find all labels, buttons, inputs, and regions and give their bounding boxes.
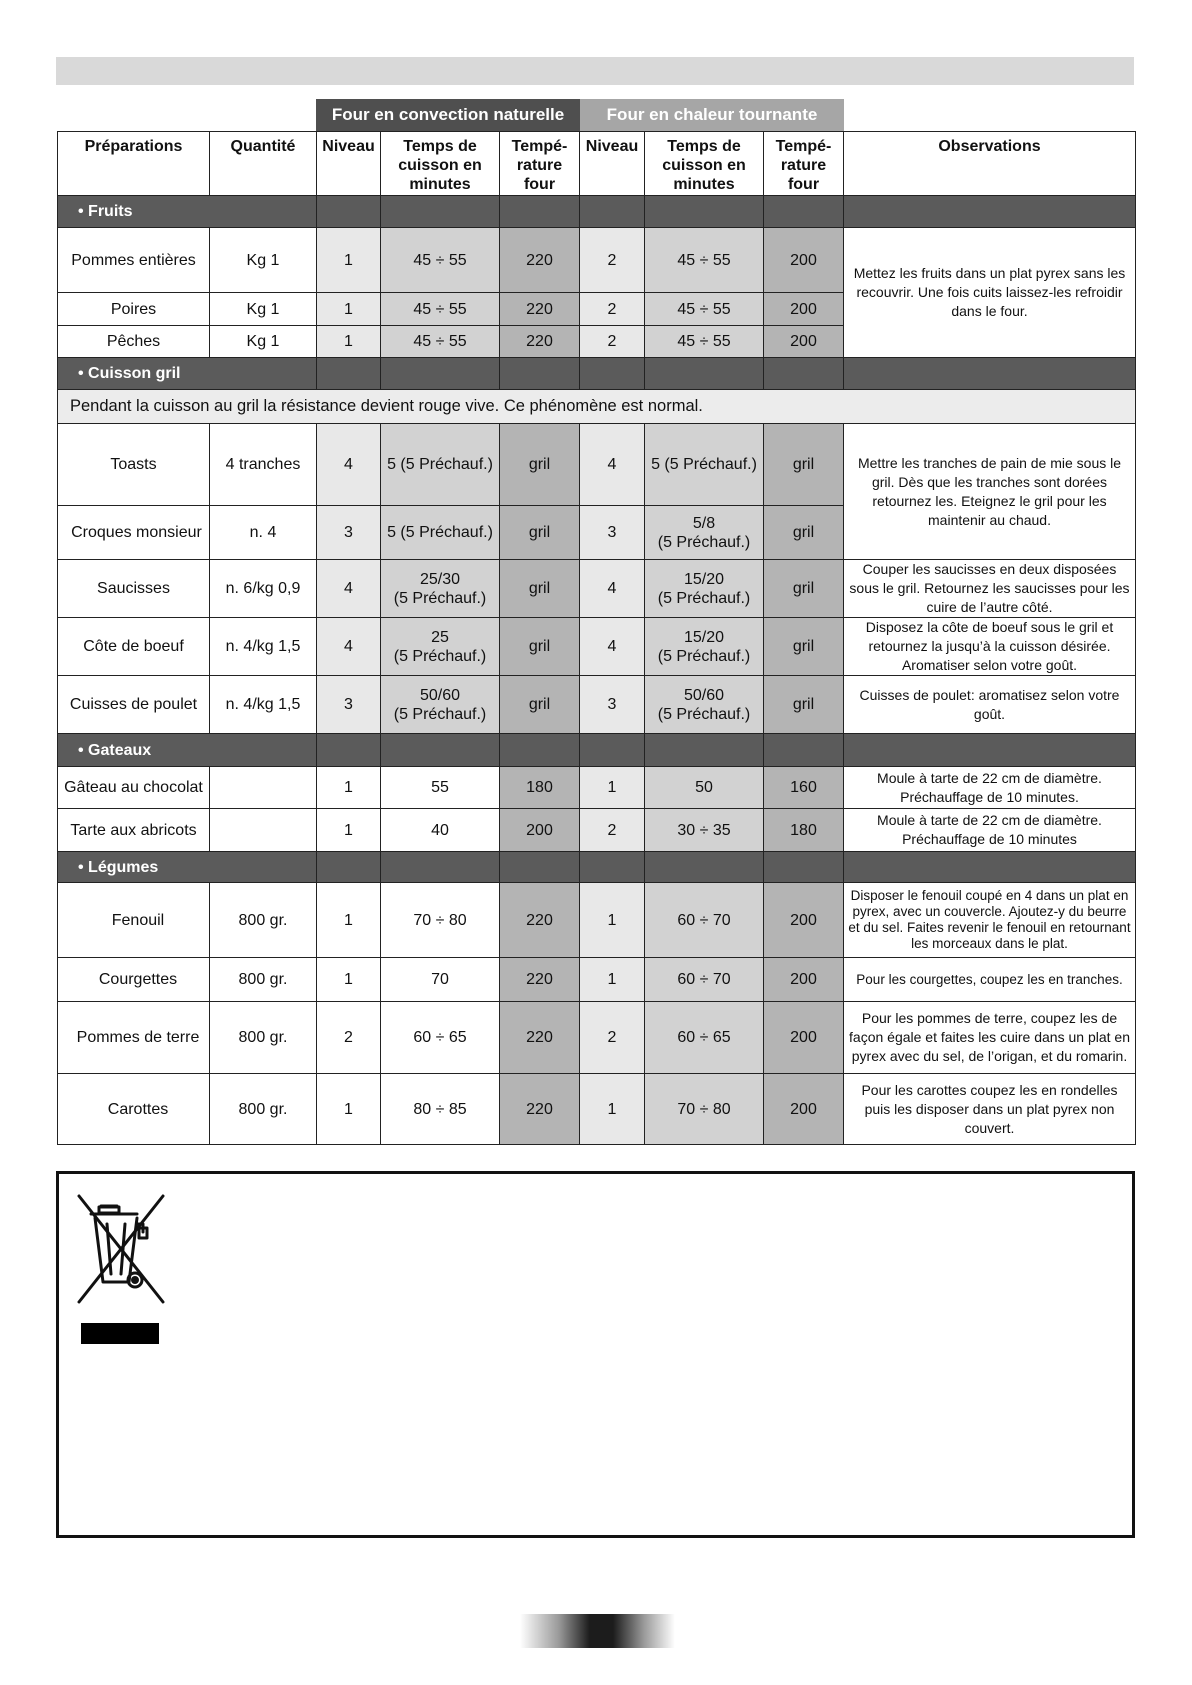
cell-temps <box>381 560 500 618</box>
temps-line: (5 Préchauf.) <box>657 647 751 665</box>
cell-niveau: 2 <box>580 1002 645 1074</box>
cell-qty: 800 gr. <box>210 883 317 958</box>
cell-temp: 200 <box>764 293 844 326</box>
header-temperature-2: Tempé- rature four <box>764 132 844 196</box>
cell-temps: 40 <box>381 809 500 852</box>
cell-qty: 800 gr. <box>210 1074 317 1145</box>
obs-carottes: Pour les carottes coupez les en rondelles puis les disposer dans un plat pyrex non couvert. <box>844 1074 1136 1145</box>
cell-qty: Kg 1 <box>210 326 317 358</box>
section-legumes: • Légumes <box>58 852 317 883</box>
cell-niveau: 1 <box>580 883 645 958</box>
temps-line: (5 Préchauf.) <box>657 589 751 607</box>
cell-temp: gril <box>500 618 580 676</box>
temps-line: 25 <box>431 628 449 646</box>
header-niveau-2: Niveau <box>580 132 645 196</box>
header-temperature-1: Tempé- rature four <box>500 132 580 196</box>
obs-poulet: Cuisses de poulet: aromatisez selon votre goût. <box>844 676 1136 734</box>
cell-temp: gril <box>500 424 580 506</box>
cell-niveau: 3 <box>317 506 381 560</box>
cell-niveau: 2 <box>317 1002 381 1074</box>
cell-qty: 4 tranches <box>210 424 317 506</box>
cell-temps: 70 <box>381 958 500 1002</box>
temps-line: (5 Préchauf.) <box>393 705 487 723</box>
cell-temps: 45 ÷ 55 <box>645 228 764 293</box>
cell-temps: 60 ÷ 65 <box>645 1002 764 1074</box>
header-quantite: Quantité <box>210 132 317 196</box>
cell-qty: n. 4/kg 1,5 <box>210 676 317 734</box>
cell-temp: 180 <box>500 767 580 809</box>
cell-prep: Croques monsieur <box>58 506 210 560</box>
crossed-bin-icon <box>73 1194 169 1306</box>
table-row <box>58 676 1136 734</box>
cell-temps <box>381 618 500 676</box>
cell-prep: Fenouil <box>58 883 210 958</box>
cell-temp: 220 <box>500 326 580 358</box>
cell-temps: 60 ÷ 70 <box>645 958 764 1002</box>
section-row <box>58 734 1136 767</box>
cell-niveau: 2 <box>580 326 645 358</box>
cell-niveau: 1 <box>317 958 381 1002</box>
table-row <box>58 767 1136 809</box>
cell-niveau: 2 <box>580 809 645 852</box>
cell-niveau: 3 <box>580 506 645 560</box>
section-row <box>58 196 1136 228</box>
gril-note: Pendant la cuisson au gril la résistance devient rouge vive. Ce phénomène est normal. <box>58 390 1136 424</box>
header-row <box>58 132 1136 196</box>
section-gateaux: • Gateaux <box>58 734 317 767</box>
cell-niveau: 4 <box>317 560 381 618</box>
obs-tarte: Moule à tarte de 22 cm de diamètre. Préchauffage de 10 minutes <box>844 809 1136 852</box>
cell-temps <box>645 506 764 560</box>
cell-prep: Saucisses <box>58 560 210 618</box>
header-niveau-1: Niveau <box>317 132 381 196</box>
cell-niveau: 2 <box>580 293 645 326</box>
cell-temps: 50 <box>645 767 764 809</box>
cell-temp: 220 <box>500 958 580 1002</box>
cell-temps: 5 (5 Préchauf.) <box>381 424 500 506</box>
temps-line: (5 Préchauf.) <box>393 647 487 665</box>
obs-fruits: Mettez les fruits dans un plat pyrex sans les recouvrir. Une fois cuits laissez-les refroidir dans le four. <box>844 228 1136 358</box>
cell-niveau: 1 <box>580 958 645 1002</box>
cell-prep: Pêches <box>58 326 210 358</box>
note-row <box>58 390 1136 424</box>
cell-niveau: 3 <box>317 676 381 734</box>
obs-courgettes: Pour les courgettes, coupez les en tranches. <box>844 958 1136 1002</box>
cell-prep: Tarte aux abricots <box>58 809 210 852</box>
cell-qty: n. 4/kg 1,5 <box>210 618 317 676</box>
cell-temp: gril <box>764 560 844 618</box>
cell-qty: Kg 1 <box>210 228 317 293</box>
table-row <box>58 1002 1136 1074</box>
table-row <box>58 958 1136 1002</box>
temps-line: (5 Préchauf.) <box>657 705 751 723</box>
cell-prep: Gâteau au chocolat <box>58 767 210 809</box>
temps-line: (5 Préchauf.) <box>657 533 751 551</box>
cell-niveau: 1 <box>317 883 381 958</box>
cell-temp: 200 <box>500 809 580 852</box>
cell-prep: Carottes <box>58 1074 210 1145</box>
cell-temps <box>645 560 764 618</box>
black-bar <box>81 1323 159 1344</box>
cell-niveau: 1 <box>317 1074 381 1145</box>
cell-temp: 220 <box>500 1074 580 1145</box>
cell-temps: 60 ÷ 70 <box>645 883 764 958</box>
cell-temp: 160 <box>764 767 844 809</box>
cell-niveau: 4 <box>580 424 645 506</box>
cell-niveau: 1 <box>317 809 381 852</box>
cell-temp: gril <box>500 506 580 560</box>
group-header-fan: Four en chaleur tournante <box>580 99 844 131</box>
temps-line: 25/30 <box>419 570 461 588</box>
group-header-natural: Four en convection naturelle <box>316 99 580 131</box>
cell-temps: 45 ÷ 55 <box>381 228 500 293</box>
temps-line: 15/20 <box>683 628 725 646</box>
obs-boeuf: Disposez la côte de boeuf sous le gril et retournez la jusqu’à la cuisson désirée. Aromatiser selon votre goût. <box>844 618 1136 676</box>
cell-niveau: 4 <box>580 560 645 618</box>
disposal-notice-box <box>56 1171 1135 1538</box>
cell-temps: 5 (5 Préchauf.) <box>381 506 500 560</box>
cell-temps: 45 ÷ 55 <box>645 293 764 326</box>
cell-temp: 200 <box>764 228 844 293</box>
cooking-table <box>57 131 1136 1145</box>
cell-temps: 45 ÷ 55 <box>645 326 764 358</box>
cell-temp: 180 <box>764 809 844 852</box>
cell-temp: gril <box>764 506 844 560</box>
cell-temp: gril <box>500 560 580 618</box>
table-row <box>58 883 1136 958</box>
obs-pommesterre: Pour les pommes de terre, coupez les de façon égale et faites les cuire dans un plat en pyrex avec du sel, de l’origan, et du romarin. <box>844 1002 1136 1074</box>
cell-qty: Kg 1 <box>210 293 317 326</box>
cell-temps: 80 ÷ 85 <box>381 1074 500 1145</box>
header-preparations: Préparations <box>58 132 210 196</box>
cell-temp: 220 <box>500 293 580 326</box>
cell-temp: 220 <box>500 228 580 293</box>
temps-line: 50/60 <box>419 686 461 704</box>
cell-prep: Poires <box>58 293 210 326</box>
cell-prep: Cuisses de poulet <box>58 676 210 734</box>
cell-qty: 800 gr. <box>210 1002 317 1074</box>
cell-niveau: 1 <box>580 1074 645 1145</box>
cell-qty: n. 6/kg 0,9 <box>210 560 317 618</box>
cell-niveau: 3 <box>580 676 645 734</box>
cell-temps: 45 ÷ 55 <box>381 293 500 326</box>
cell-niveau: 1 <box>317 326 381 358</box>
cell-temps: 70 ÷ 80 <box>381 883 500 958</box>
temps-line: 15/20 <box>683 570 725 588</box>
table-row <box>58 809 1136 852</box>
temps-line: (5 Préchauf.) <box>393 589 487 607</box>
table-row <box>58 228 1136 293</box>
cell-temps: 45 ÷ 55 <box>381 326 500 358</box>
cell-niveau: 2 <box>580 228 645 293</box>
cell-qty: 800 gr. <box>210 958 317 1002</box>
cell-temps: 5 (5 Préchauf.) <box>645 424 764 506</box>
cell-temps: 70 ÷ 80 <box>645 1074 764 1145</box>
cell-temp: gril <box>764 424 844 506</box>
cell-prep: Pommes entières <box>58 228 210 293</box>
table-row <box>58 560 1136 618</box>
temps-line: 50/60 <box>683 686 725 704</box>
cell-temps <box>645 618 764 676</box>
table-row <box>58 424 1136 506</box>
header-temps-1: Temps de cuisson en minutes <box>381 132 500 196</box>
cell-temps <box>381 676 500 734</box>
cell-qty: n. 4 <box>210 506 317 560</box>
table-row <box>58 1074 1136 1145</box>
cell-prep: Pommes de terre <box>58 1002 210 1074</box>
cell-niveau: 1 <box>317 228 381 293</box>
cell-niveau: 1 <box>580 767 645 809</box>
cell-temp: 220 <box>500 883 580 958</box>
table-row <box>58 618 1136 676</box>
cell-temp: gril <box>764 618 844 676</box>
cell-temps: 30 ÷ 35 <box>645 809 764 852</box>
cell-niveau: 4 <box>317 618 381 676</box>
cell-prep: Courgettes <box>58 958 210 1002</box>
obs-gateau: Moule à tarte de 22 cm de diamètre. Préchauffage de 10 minutes. <box>844 767 1136 809</box>
section-row <box>58 852 1136 883</box>
cell-temp: 200 <box>764 1074 844 1145</box>
header-temps-2: Temps de cuisson en minutes <box>645 132 764 196</box>
cell-qty <box>210 767 317 809</box>
page-number-bar <box>520 1614 675 1648</box>
cell-temp: gril <box>500 676 580 734</box>
cell-prep: Côte de boeuf <box>58 618 210 676</box>
section-row <box>58 358 1136 390</box>
cell-temp: 200 <box>764 1002 844 1074</box>
cell-niveau: 4 <box>317 424 381 506</box>
top-bar <box>56 57 1134 85</box>
cell-niveau: 1 <box>317 767 381 809</box>
section-gril: • Cuisson gril <box>58 358 317 390</box>
cell-temp: gril <box>764 676 844 734</box>
cell-temp: 200 <box>764 326 844 358</box>
cell-temps: 60 ÷ 65 <box>381 1002 500 1074</box>
cell-niveau: 1 <box>317 293 381 326</box>
cell-qty <box>210 809 317 852</box>
cell-niveau: 4 <box>580 618 645 676</box>
section-fruits: • Fruits <box>58 196 317 228</box>
obs-saucisses: Couper les saucisses en deux disposées sous le gril. Retournez les saucisses pour les cuire de l’autre côté. <box>844 560 1136 618</box>
cell-temp: 220 <box>500 1002 580 1074</box>
temps-line: 5/8 <box>692 514 716 532</box>
cell-temp: 200 <box>764 883 844 958</box>
cell-prep: Toasts <box>58 424 210 506</box>
obs-toasts: Mettre les tranches de pain de mie sous le gril. Dès que les tranches sont dorées retournez les. Eteignez le gril pour les maintenir au chaud. <box>844 424 1136 560</box>
obs-fenouil: Disposer le fenouil coupé en 4 dans un plat en pyrex, avec un couvercle. Ajoutez-y du beurre et du sel. Faites revenir le fenouil en retournant les morceaux dans le plat. <box>844 883 1136 958</box>
header-observations: Observations <box>844 132 1136 196</box>
cell-temps <box>645 676 764 734</box>
cell-temp: 200 <box>764 958 844 1002</box>
cell-temps: 55 <box>381 767 500 809</box>
